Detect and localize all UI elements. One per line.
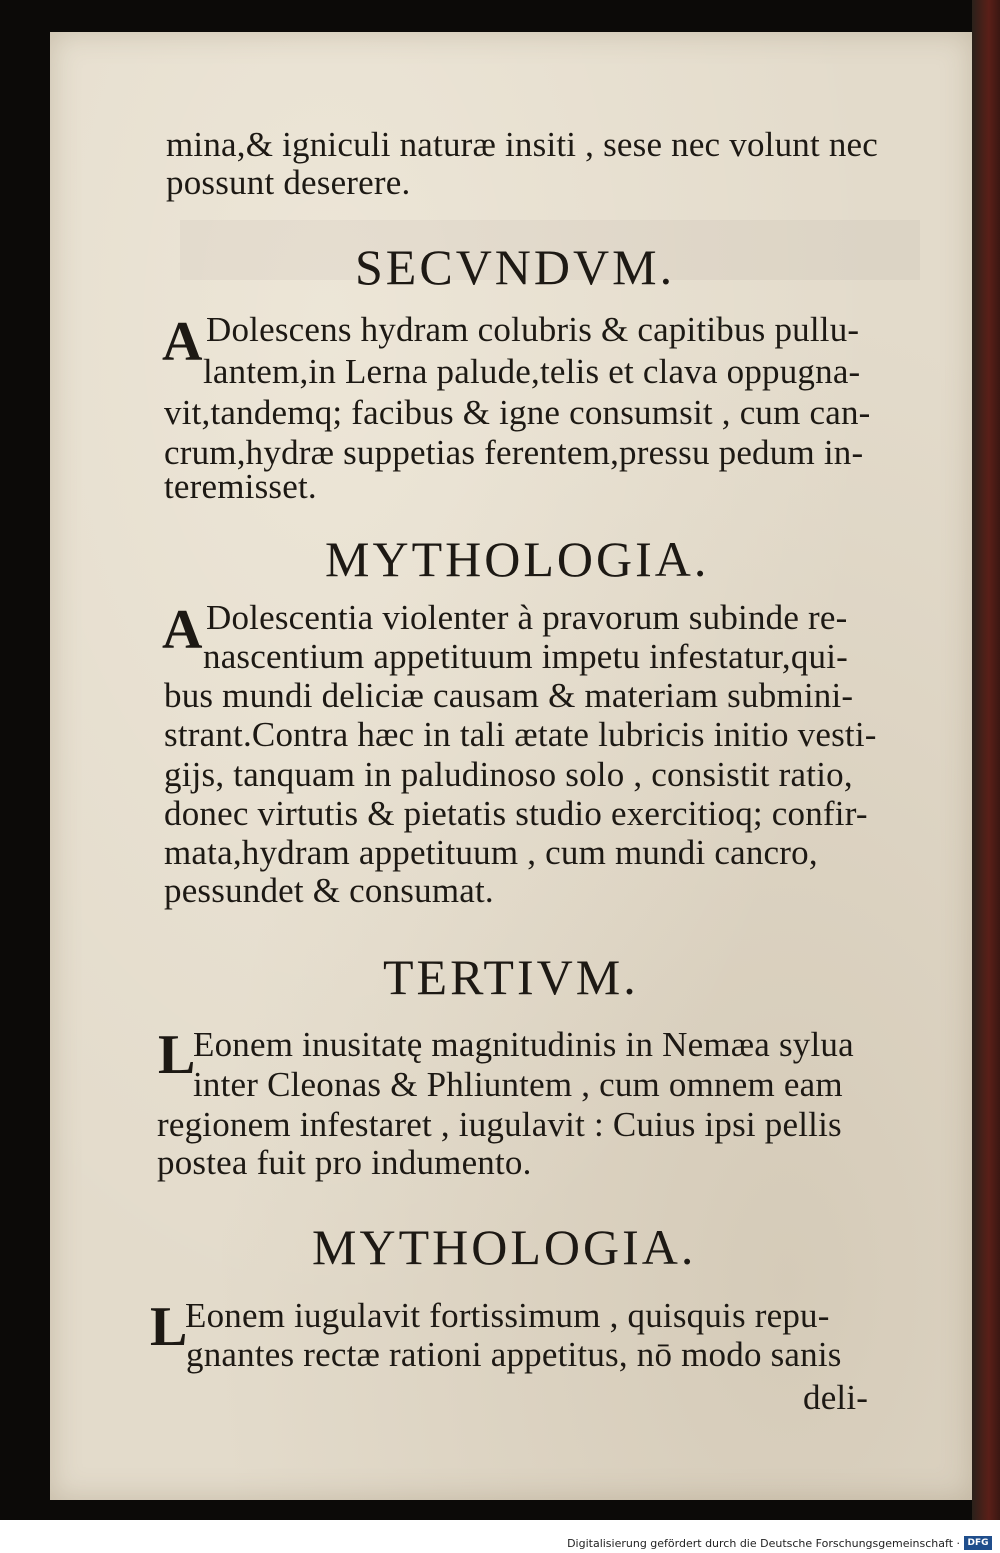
- text-line: donec virtutis & pietatis studio exercitioq; confir-: [164, 794, 868, 833]
- section-heading: MYTHOLOGIA.: [325, 531, 710, 587]
- text-line: bus mundi deliciæ causam & materiam submini-: [164, 676, 854, 715]
- text-line: inter Cleonas & Phliuntem , cum omnem eam: [193, 1065, 843, 1104]
- text-line: strant.Contra hæc in tali ætate lubricis initio vesti-: [164, 715, 877, 754]
- text-line: pessundet & consumat.: [164, 871, 494, 910]
- initial-letter: L: [158, 1024, 196, 1086]
- text-line: Eonem inusitatę magnitudinis in Nemæa sylua: [193, 1025, 854, 1064]
- text-line: nascentium appetituum impetu infestatur,qui-: [203, 637, 849, 676]
- text-line: gnantes rectæ rationi appetitus, nō modo sanis: [186, 1335, 842, 1374]
- section-heading: TERTIVM.: [383, 949, 639, 1005]
- text-line: vit,tandemq; facibus & igne consumsit , cum can-: [164, 393, 871, 432]
- catchword: deli-: [803, 1378, 869, 1417]
- text-line: mina,& igniculi naturæ insiti , sese nec volunt nec: [166, 125, 879, 164]
- text-line: crum,hydræ suppetias ferentem,pressu pedum in-: [164, 433, 864, 472]
- book-spine: [972, 0, 1000, 1520]
- section-heading: SECVNDVM.: [355, 239, 676, 295]
- section-heading: MYTHOLOGIA.: [312, 1219, 697, 1275]
- text-line: regionem infestaret , iugulavit : Cuius ipsi pellis: [157, 1105, 842, 1144]
- text-line: gijs, tanquam in paludinoso solo , consistit ratio,: [164, 755, 853, 794]
- text-line: postea fuit pro indumento.: [157, 1143, 532, 1182]
- text-line: lantem,in Lerna palude,telis et clava oppugna-: [203, 352, 861, 391]
- text-line: Dolescens hydram colubris & capitibus pullu-: [206, 310, 860, 349]
- initial-letter: A: [162, 311, 203, 373]
- initial-letter: A: [162, 599, 203, 661]
- text-line: teremisset.: [164, 467, 317, 506]
- dfg-logo: DFG: [964, 1536, 992, 1550]
- initial-letter: L: [150, 1296, 188, 1358]
- digitization-credit: Digitalisierung gefördert durch die Deutsche Forschungsgemeinschaft ·: [567, 1537, 960, 1550]
- text-line: Dolescentia violenter à pravorum subinde re-: [206, 598, 848, 637]
- text-line: mata,hydram appetituum , cum mundi cancro,: [164, 833, 818, 872]
- text-line: possunt deserere.: [166, 163, 411, 202]
- text-line: Eonem iugulavit fortissimum , quisquis repu-: [185, 1296, 830, 1335]
